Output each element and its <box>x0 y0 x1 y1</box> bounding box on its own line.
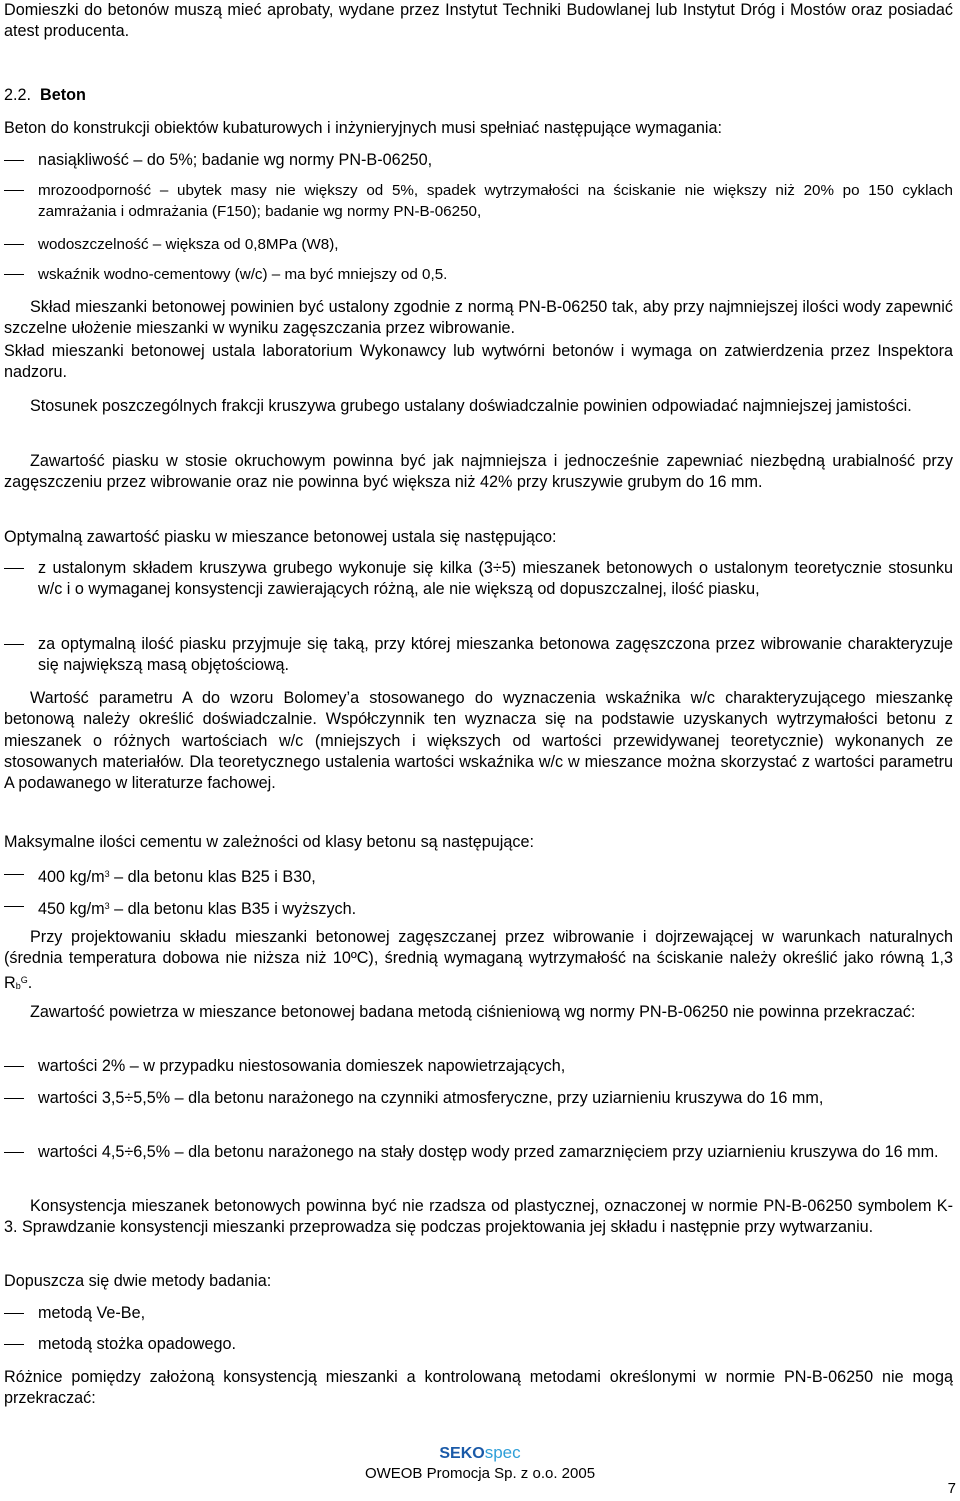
dash-bullet <box>4 1098 24 1099</box>
dash-bullet <box>4 274 24 275</box>
paragraph-konsystencja: Konsystencja mieszanek betonowych powinna być nie rzadsza od plastycznej, oznaczonej w normie PN-B-06250 symbolem K-3. Sprawdzanie konsystencji mieszanki przeprowadza się podczas projektowania jej składu i następnie przy wytwarzaniu. <box>4 1197 953 1237</box>
dash-bullet <box>4 906 24 907</box>
paragraph-metody: Dopuszcza się dwie metody badania: <box>4 1272 272 1290</box>
list-item: wartości 3,5÷5,5% – dla betonu narażonego na czynniki atmosferyczne, przy uziarnieniu kruszywa do 16 mm, <box>4 1088 953 1109</box>
logo-spec-text: spec <box>484 1443 521 1462</box>
footer-logo <box>0 1443 960 1463</box>
dash-bullet <box>4 1066 24 1067</box>
dash-bullet <box>4 160 24 161</box>
list-item: wodoszczelność – większa od 0,8MPa (W8), <box>4 234 953 255</box>
dash-bullet <box>4 190 24 191</box>
beton-requirements-intro: Beton do konstrukcji obiektów kubaturowych i inżynieryjnych musi spełniać następujące wymagania: <box>4 119 723 137</box>
dash-bullet <box>4 1152 24 1153</box>
list-item: wartości 2% – w przypadku niestosowania domieszek napowietrzających, <box>4 1056 953 1077</box>
dash-bullet <box>4 644 24 645</box>
list-item: metodą stożka opadowego. <box>4 1334 953 1355</box>
page-number: 7 <box>947 1480 956 1497</box>
list-item: mrozoodporność – ubytek masy nie większy od 5%, spadek wytrzymałości na ściskanie nie większy niż 20% po 150 cyklach zamrażania i odmrażania (F150); badanie wg normy PN-B-06250, <box>4 180 953 223</box>
paragraph-optymalna: Optymalną zawartość piasku w mieszance betonowej ustala się następująco: <box>4 528 557 546</box>
list-item: wskaźnik wodno-cementowy (w/c) – ma być mniejszy od 0,5. <box>4 264 953 285</box>
paragraph-piasek: Zawartość piasku w stosie okruchowym powinna być jak najmniejsza i jednocześnie zapewniać niezbędną urabialność przy zagęszczeniu przez wibrowanie oraz nie powinna być większa niż 42% przy kruszywie grubym do 16 mm. <box>4 452 953 492</box>
paragraph-bolomey: Wartość parametru A do wzoru Bolomey’a stosowanego do wyznaczenia wskaźnika w/c charakteryzującego mieszankę betonową należy określić doświadczalnie. Współczynnik ten wyznacza się na podstawie uzyskanych wytrzymałości betonu z mieszanek o różnych wartościach w/c (mniejszych i większych od wartości przewidywanej teoretycznie) wykonanych ze stosowanych materiałów. Dla teoretycznego ustalenia wartości wskaźnika w/c w mieszance można skorzystać z wartości parametru A podawanego w literaturze fachowej. <box>4 689 953 793</box>
section-heading <box>4 85 953 106</box>
list-item: metodą Ve-Be, <box>4 1303 953 1324</box>
section-number: 2.2. <box>4 86 32 104</box>
footer-company: OWEOB Promocja Sp. z o.o. 2005 <box>364 1465 596 1482</box>
paragraph-powietrze: Zawartość powietrza w mieszance betonowej badana metodą ciśnieniową wg normy PN-B-06250 nie powinna przekraczać: <box>30 1003 916 1021</box>
list-item: nasiąkliwość – do 5%; badanie wg normy PN-B-06250, <box>4 150 953 171</box>
logo-seko-text: SEKO <box>439 1445 485 1462</box>
paragraph-cement: Maksymalne ilości cementu w zależności od klasy betonu są następujące: <box>4 833 534 851</box>
paragraph-roznice: Różnice pomiędzy założoną konsystencją mieszanki a kontrolowaną metodami określonymi w normie PN-B-06250 nie mogą przekraczać: <box>4 1368 953 1408</box>
dash-bullet <box>4 568 24 569</box>
list-item: 400 $kg/m^3$ – dla betonu klas B25 i B30, <box>4 864 953 888</box>
paragraph-projektowanie: Przy projektowaniu składu mieszanki betonowej zagęszczanej przez wibrowanie i dojrzewającej w warunkach naturalnych (średnia temperatura dobowa nie niższa niż 10ºC), średnią wymaganą wytrzymałość na ściskanie należy określić jako równą 1,3 $R_b^G$. <box>4 928 953 992</box>
list-item: wartości 4,5÷6,5% – dla betonu narażonego na stały dostęp wody przed zamarznięciem przy uziarnieniu kruszywa do 16 mm. <box>4 1142 953 1163</box>
paragraph-stosunek: Stosunek poszczególnych frakcji kruszywa grubego ustalany doświadczalnie powinien odpowiadać najmniejszej jamistości. <box>30 397 912 415</box>
list-item: 450 $kg/m^3$ – dla betonu klas B35 i wyższych. <box>4 896 953 920</box>
dash-bullet <box>4 1344 24 1345</box>
list-item: za optymalną ilość piasku przyjmuje się taką, przy której mieszanka betonowa zagęszczona przez wibrowanie charakteryzuje się największą masą objętościową. <box>4 634 953 677</box>
dash-bullet <box>4 1313 24 1314</box>
intro-paragraph: Domieszki do betonów muszą mieć aprobaty, wydane przez Instytut Techniki Budowlanej lub Instytut Dróg i Mostów oraz posiadać atest producenta. <box>4 1 953 41</box>
section-title: Beton <box>40 86 86 104</box>
dash-bullet <box>4 874 24 875</box>
dash-bullet <box>4 244 24 245</box>
paragraph-sklad-2: Skład mieszanki betonowej ustala laboratorium Wykonawcy lub wytwórni betonów i wymaga on zatwierdzenia przez Inspektora nadzoru. <box>4 342 953 382</box>
paragraph-sklad-1: Skład mieszanki betonowej powinien być ustalony zgodnie z normą PN-B-06250 tak, aby przy najmniejszej ilości wody zapewnić szczelne ułożenie mieszanki w wyniku zagęszczania przez wibrowanie. <box>4 298 953 338</box>
list-item: z ustalonym składem kruszywa grubego wykonuje się kilka (3÷5) mieszanek betonowych o ustalonym teoretycznie stosunku w/c i o wymaganej konsystencji zawierających różną, ale nie większą od dopuszczalnej, ilość piasku, <box>4 558 953 601</box>
